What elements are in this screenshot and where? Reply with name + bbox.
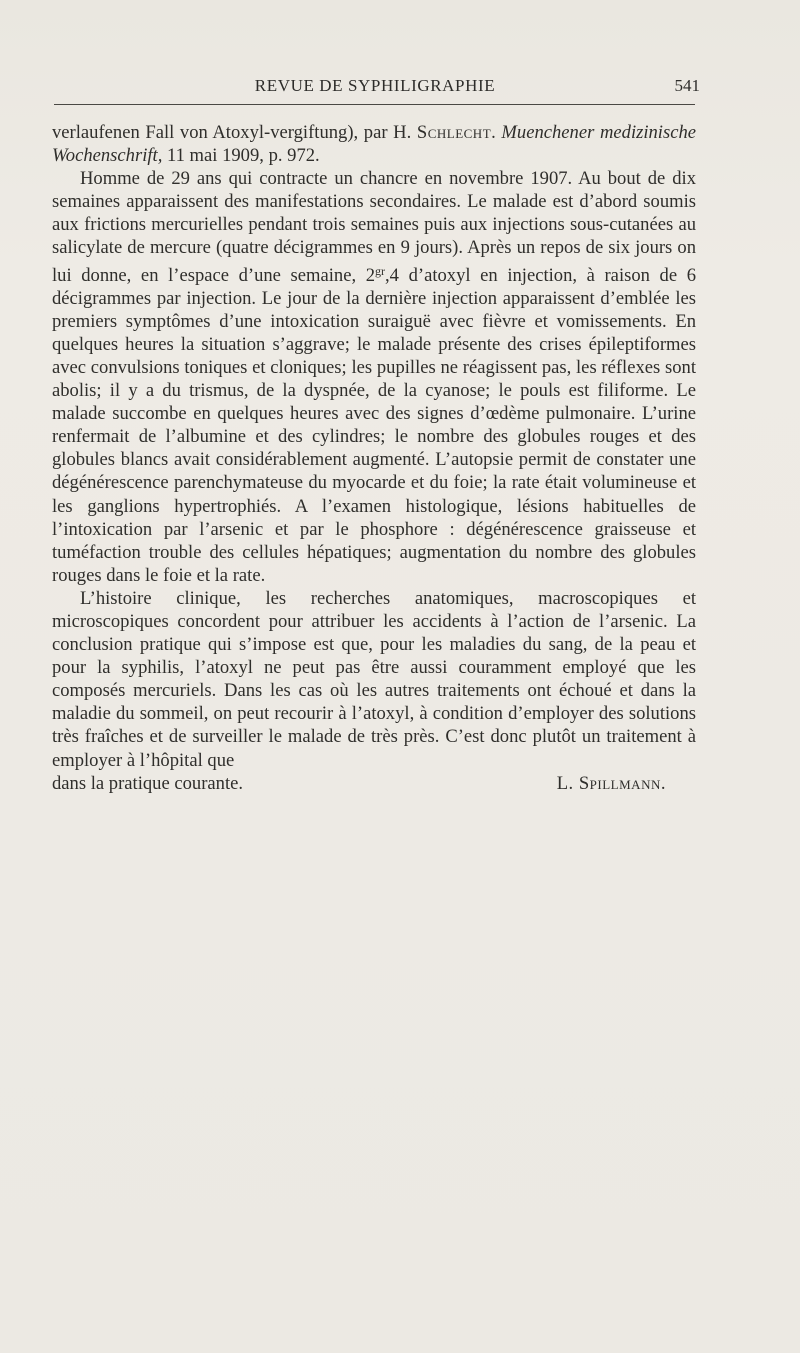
article-body [52, 121, 696, 795]
citation-date: 11 mai 1909, p. 972. [162, 145, 320, 167]
case-text-2: ,4 d’atoxyl en injection, à raison de 6 décigrammes par injection. Le jour de la dernière injection apparaissent d’emblée les premiers symptômes d’une intoxication suraiguë avec fièvre et vomissements. En quelques heures la situation s’aggrave; le malade présente des crises épileptiformes avec convulsions toniques et cloniques; les pupilles ne réagissent pas, les réflexes sont abolis; il y a du trismus, de la dyspnée, de la cyanose; le pouls est filiforme. Le malade succombe en quelques heures avec des signes d’œdème pulmonaire. L’urine renfermait de l’albumine et des cylindres; le nombre des globules rouges et des globules blancs avait considérablement augmenté. L’autopsie permit de constater une dégénérescence parenchymateuse du myocarde et du foie; la rate était volumineuse et les ganglions hypertrophiés. A l’examen histologique, lésions habituelles de l’intoxication par l’arsenic et par le phosphore : dégénérescence graisseuse et tuméfaction trouble des cellules hépatiques; augmentation du nombre des globules rouges dans le foie et la rate. [52, 264, 696, 586]
conclusion-paragraph [52, 587, 696, 772]
citation-journal: Muenchener medizinische Wochenschrift, [52, 122, 697, 167]
citation-text: verlaufenen Fall von Atoxyl-vergiftung), par H. [52, 122, 417, 143]
citation-separator: . [491, 122, 502, 143]
dose-unit: gr [375, 263, 386, 278]
citation [52, 121, 696, 167]
header-rule [54, 104, 695, 105]
citation-author: Schlecht [416, 122, 492, 143]
running-header [50, 76, 700, 104]
case-paragraph [52, 167, 696, 587]
conclusion-last-line: dans la pratique courante. [52, 772, 244, 794]
journal-title: REVUE DE SYPHILIGRAPHIE [254, 76, 496, 95]
case-text-1: Homme de 29 ans qui contracte un chancre en novembre 1907. Au bout de dix semaines apparaissent des manifestations secondaires. Le malade est d’abord soumis aux frictions mercurielles pendant trois semaines puis aux injections sous-cutanées au salicylate de mercure (quatre décigrammes en 9 jours). Après un repos de six jours on lui donne, en l’espace d’une semaine, 2 [52, 168, 696, 286]
conclusion-text: L’histoire clinique, les recherches anatomiques, macroscopiques et microscopiques concordent pour attribuer les accidents à l’action de l’arsenic. La conclusion pratique qui s’impose est que, pour les maladies du sang, de la peau et pour la syphilis, l’atoxyl ne peut pas être aussi couramment employé que les composés mercuriels. Dans les cas où les autres traitements ont échoué et dans la maladie du sommeil, on peut recourir à l’atoxyl, à condition d’employer des solutions très fraîches et de surveiller le malade de très près. C’est donc plutôt un traitement à employer à l’hôpital que [52, 587, 696, 771]
signature: L. Spillmann. [556, 772, 666, 794]
signoff-line [52, 772, 696, 795]
page-number: 541 [674, 76, 700, 95]
